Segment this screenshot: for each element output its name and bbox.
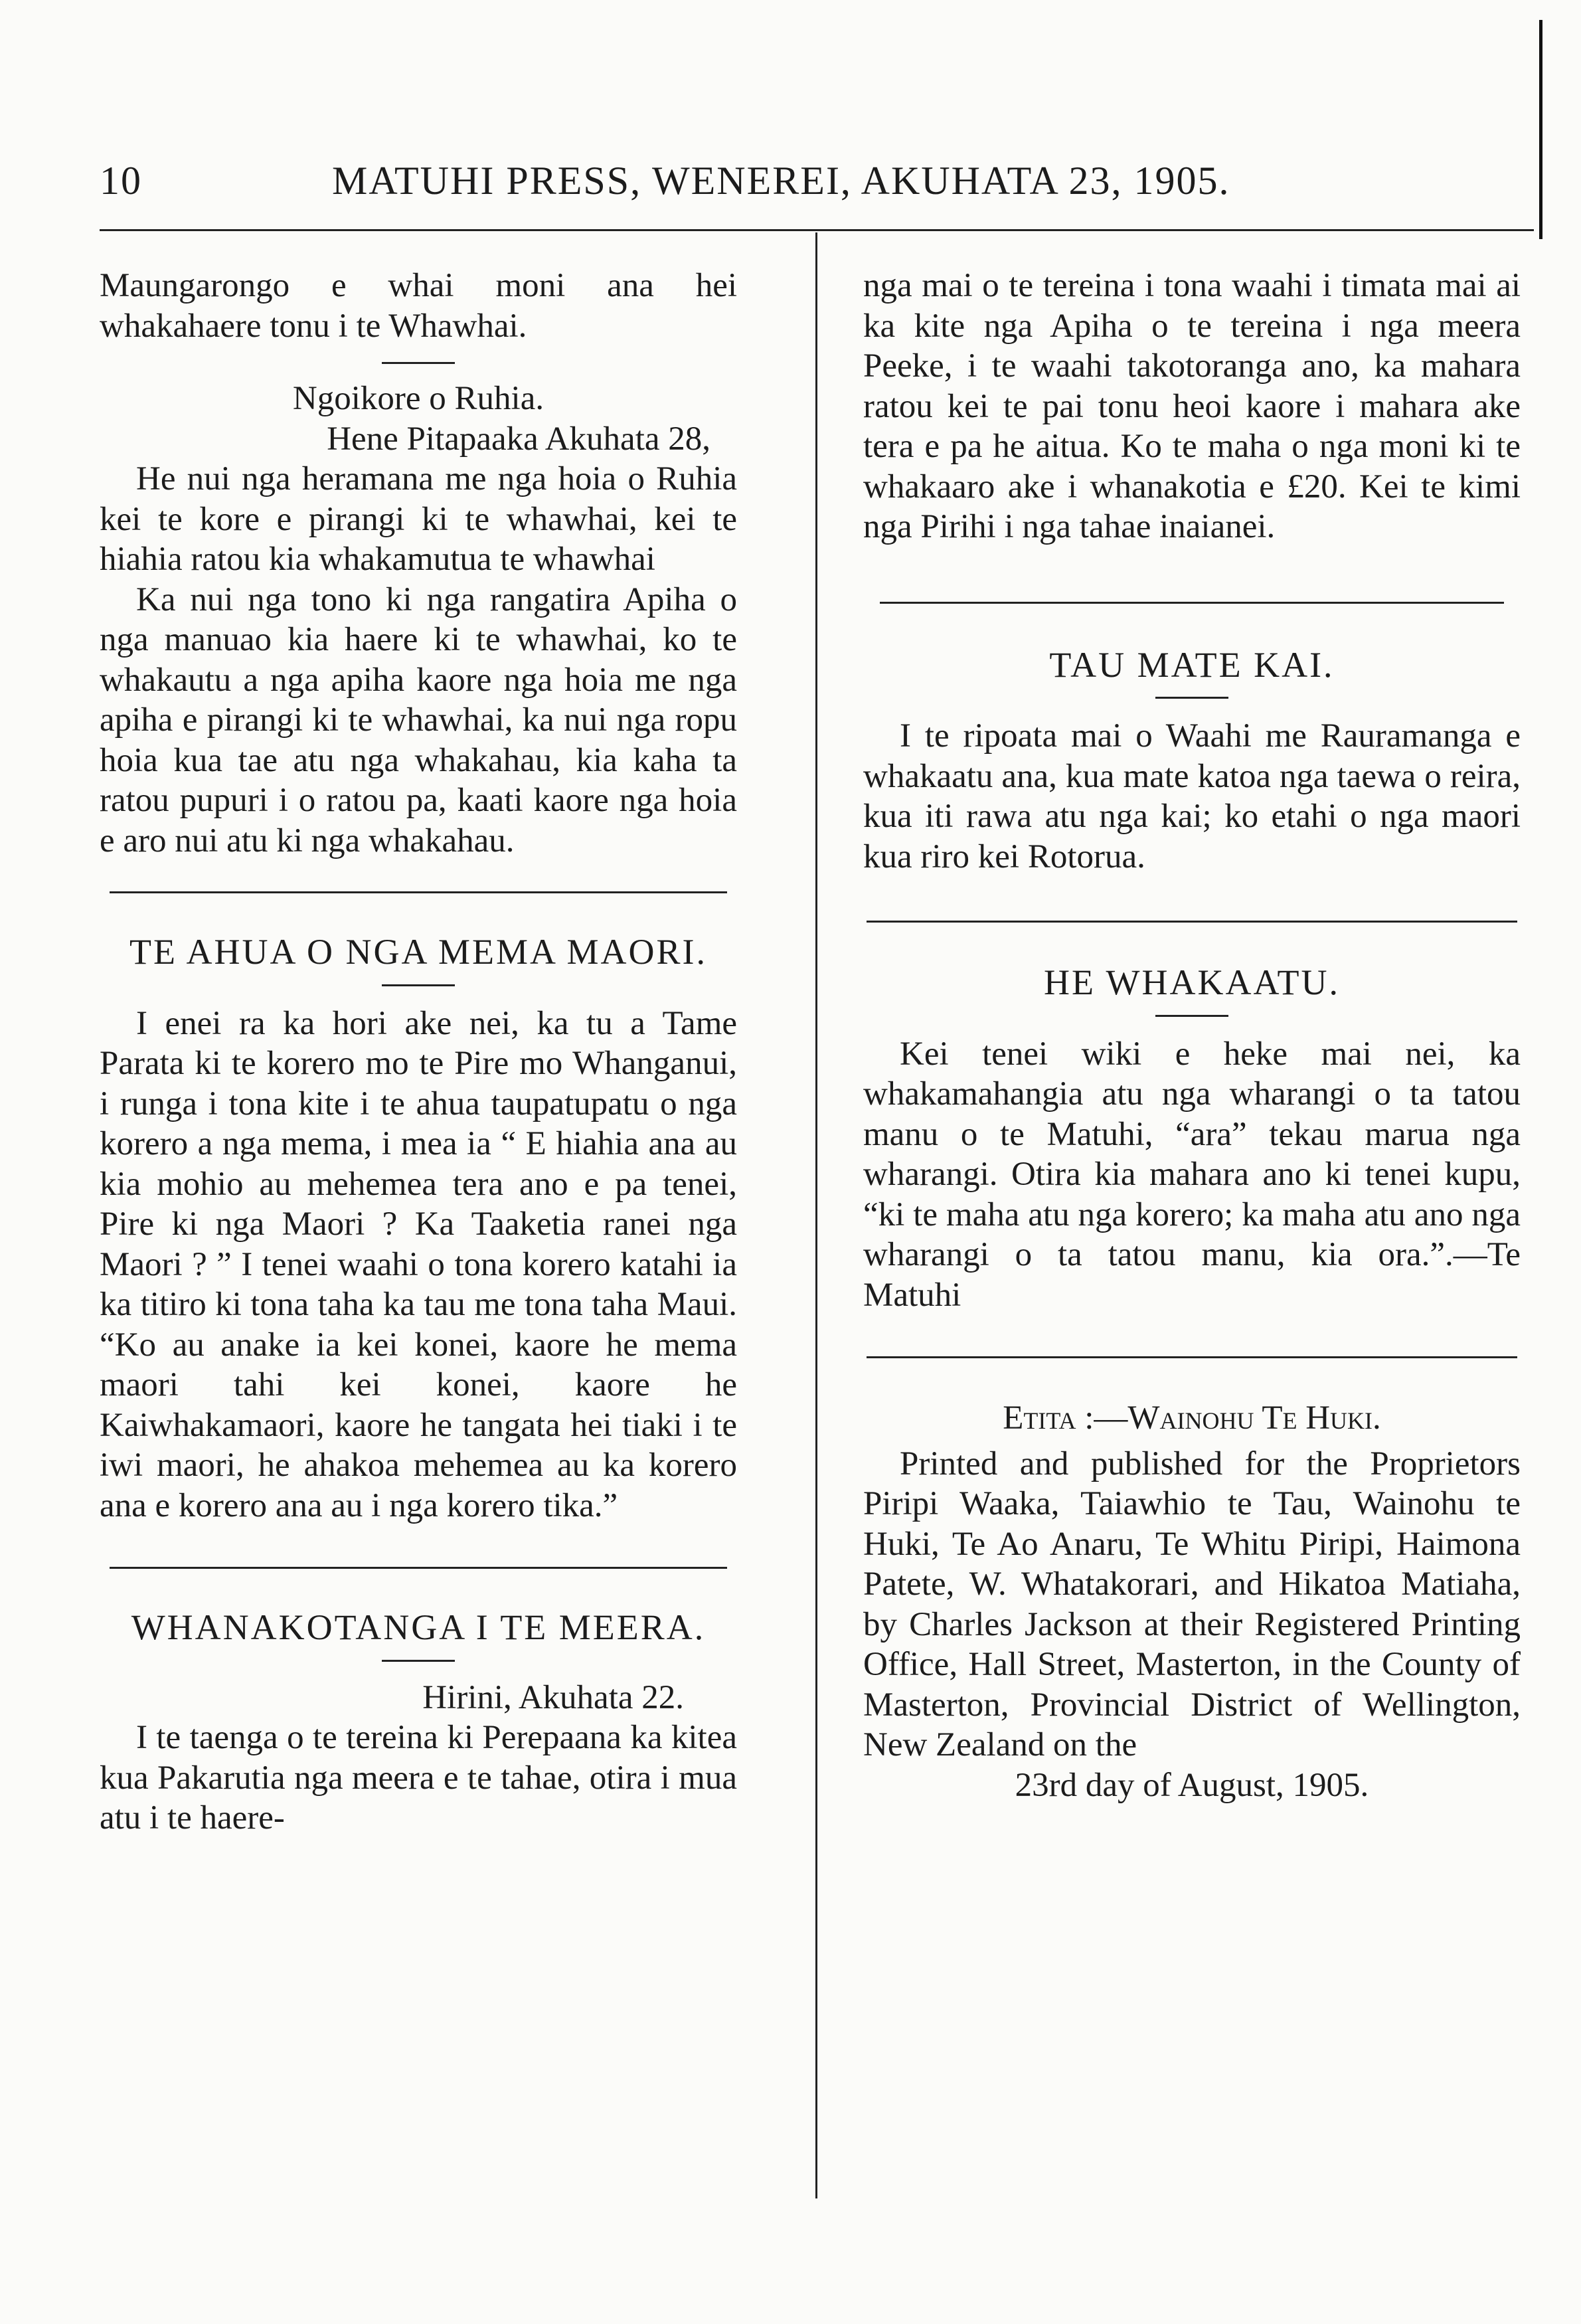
mema-paragraph-1: I enei ra ka hori ake nei, ka tu a Tame Parata ki te korero mo te Pire mo Whanganui, i runga i tona kite i te ahua taupatupatu o nga korero a nga mema, i mea ia “ E hiahia ana au kia mohio au mehemea tera ano e pa tenei, Pire ki nga Maori ? Ka Taaketia ranei nga Maori ? ” I tenei waahi o tona korero katahi ia ka titiro ki tona taha ka tau me tona taha Maui. “Ko au anake ia kei konei, kaore he mema maori tahi kei konei, kaore he Kaiwhakamaori, kaore he tangata hei tiaki i te iwi maori, he ahakoa mehemea au ka korero ana e korero ana au i nga korero tika.” bbox=[100, 1004, 737, 1524]
imprint-body: Printed and published for the Proprietors Piripi Waaka, Taiawhio te Tau, Wainohu te Huki, Te Ao Anaru, Te Whitu Piripi, Haimona Patete, W. Whatakorari, and Hikatoa Matiaha, by Charles Jackson at their Registered Printing Office, Hall Street, Masterton, in the County of Masterton, Provincial District of Wellington, New Zealand on the bbox=[863, 1445, 1521, 1763]
whakaatu-paragraph: Kei tenei wiki e heke mai nei, ka whakamahangia atu nga wharangi o ta tatou manu o te Matuhi, “ara” tekau marua nga wharangi. Otira kia mahara ano ki tenei kupu, “ki te maha atu nga korero; ka maha atu ano nga wharangi o ta tatou manu, kia ora.”.—Te Matuhi bbox=[863, 1035, 1521, 1314]
section-rule bbox=[110, 1567, 727, 1569]
intro-text: Maungarongo e whai moni ana hei whakahaere tonu i te Whawhai. bbox=[100, 267, 737, 345]
meera-heading: WHANAKOTANGA I TE MEERA. bbox=[131, 1607, 706, 1647]
meera-paragraph-1: I te taenga o te tereina ki Perepaana ka kitea kua Pakarutia nga meera e te tahae, otira i mua atu i te haere- bbox=[100, 1719, 737, 1836]
page-edge-mark bbox=[1539, 20, 1542, 239]
page-number: 10 bbox=[100, 159, 142, 203]
ruhia-title: Ngoikore o Ruhia. bbox=[292, 380, 544, 417]
column-divider bbox=[815, 232, 817, 2198]
masthead-title: MATUHI PRESS, WENEREI, AKUHATA 23, 1905. bbox=[332, 159, 1230, 203]
page-header bbox=[100, 158, 1288, 205]
heading-underline bbox=[1155, 1015, 1228, 1017]
whakaatu-heading: HE WHAKAATU. bbox=[1044, 962, 1340, 1002]
meera-dateline: Hirini, Akuhata 22. bbox=[422, 1678, 684, 1716]
continued-text: nga mai o te tereina i tona waahi i timata mai ai ka kite nga Apiha o te tereina i nga meera Peeke, i te waahi takotoranga ano, ka mahara ratou kei te pai tonu heoi kaore i mahara ake tera e pa he aitua. Ko te maha o nga moni ki te whakaaro ake i whanakotia e £20. Kei te kimi nga Pirihi i nga tahae inaianei. bbox=[863, 267, 1521, 545]
header-rule bbox=[100, 229, 1534, 231]
ruhia-paragraph-2: Ka nui nga tono ki nga rangatira Apiha o nga manuao kia haere ki te whawhai, ko te whakautu a nga apiha kaore nga hoia me nga apiha e pirangi ki te whawhai, ka nui nga ropu hoia kua tae atu nga whakahau, kia kaha ta ratou pupuri i o ratou pa, kaati kaore nga hoia e aro nui atu ki nga whakahau. bbox=[100, 581, 737, 859]
section-rule bbox=[867, 1356, 1517, 1358]
heading-underline bbox=[382, 1660, 455, 1662]
right-column bbox=[863, 266, 1521, 1805]
heading-underline bbox=[1155, 697, 1228, 699]
tau-mate-kai-paragraph: I te ripoata mai o Waahi me Rauramanga e whakaatu ana, kua mate katoa nga taewa o reira, kua iti rawa atu nga kai; ko etahi o nga maori kua riro kei Rotorua. bbox=[863, 717, 1521, 875]
heading-underline bbox=[382, 984, 455, 986]
imprint-date: 23rd day of August, 1905. bbox=[1015, 1766, 1369, 1804]
left-column bbox=[100, 266, 737, 1838]
tau-mate-kai-heading: TAU MATE KAI. bbox=[1049, 644, 1335, 685]
editor-line: Etita :—Wainohu Te Huki. bbox=[1003, 1399, 1381, 1437]
section-divider bbox=[382, 362, 455, 364]
ruhia-dateline: Hene Pitapaaka Akuhata 28, bbox=[327, 420, 710, 458]
mema-heading: TE AHUA O NGA MEMA MAORI. bbox=[129, 932, 708, 972]
section-rule bbox=[880, 602, 1504, 604]
section-rule bbox=[110, 891, 727, 893]
ruhia-paragraph-1: He nui nga heramana me nga hoia o Ruhia kei te kore e pirangi ki te whawhai, kei te hiahia ratou kia whakamutua te whawhai bbox=[100, 460, 737, 578]
section-rule bbox=[867, 921, 1517, 923]
